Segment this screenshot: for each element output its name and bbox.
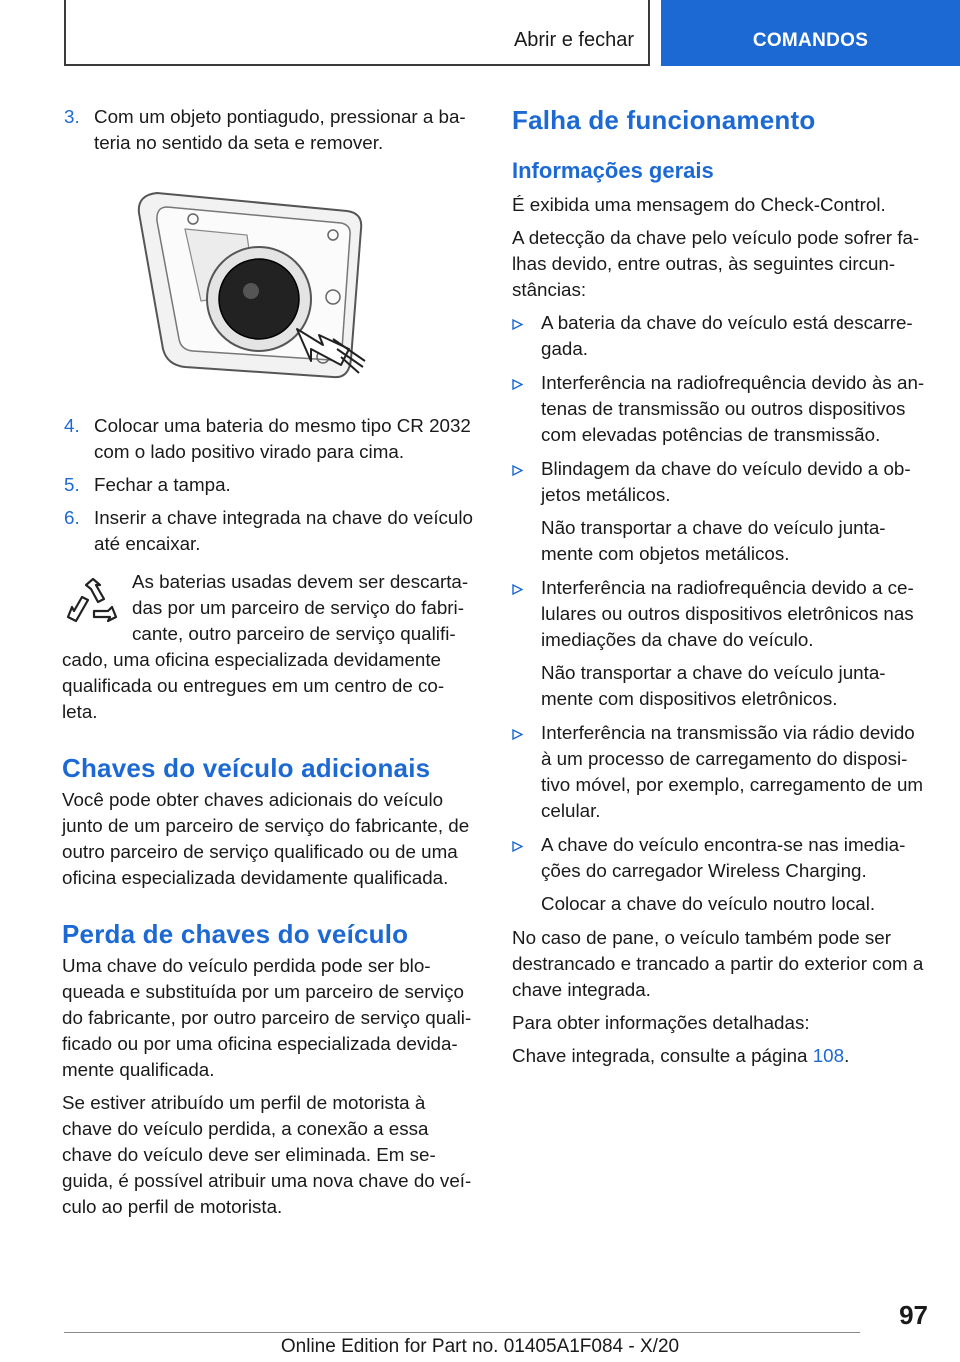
header-chapter-title: COMANDOS (752, 30, 869, 51)
list-item-text: Interferência na radiofrequência devido às an-tenas de transmissão ou outros dispositivos com elevadas potências de transmissão. (541, 372, 925, 445)
list-item-text: A bateria da chave do veículo está descarre-gada. (541, 312, 913, 359)
step-text: Inserir a chave integrada na chave do veículo até encaixar. (94, 507, 473, 554)
list-item-subnote: Colocar a chave do veículo noutro local. (541, 893, 876, 914)
list-item-text: A chave do veículo encontra-se nas imedia-ções do carregador Wireless Charging. (541, 834, 906, 881)
triangle-bullet-icon (512, 584, 523, 595)
list-item (512, 310, 928, 362)
list-item-subnote: Não transportar a chave do veículo junta-mente com objetos metálicos. (541, 517, 886, 564)
list-item-text: Blindagem da chave do veículo devido a ob-jetos metálicos. (541, 458, 911, 505)
header-section-title: Abrir e fechar (513, 29, 634, 51)
step-6 (62, 505, 478, 557)
paragraph-key-loss-2: Se estiver atribuído um perfil de motorista à chave do veículo perdida, a conexão a essa chave do veículo deve ser eliminada. Em se-guida, é possível atribuir uma nova chave do veí-culo ao perfil de motorista. (62, 1092, 472, 1217)
triangle-bullet-icon (512, 729, 523, 740)
triangle-bullet-icon (512, 319, 523, 330)
step-text: Fechar a tampa. (94, 474, 231, 495)
triangle-bullet-icon (512, 379, 523, 390)
step-number: 6. (64, 507, 80, 528)
header-section-tab (64, 0, 650, 66)
heading-additional-keys: Chaves do veículo adicionais (62, 753, 431, 783)
footer-edition: Online Edition for Part no. 01405A1F084 - X/20 (280, 1336, 680, 1357)
triangle-bullet-icon (512, 841, 523, 852)
list-item (512, 832, 928, 917)
heading-key-loss: Perda de chaves do veículo (62, 919, 409, 949)
triangle-bullet-icon (512, 465, 523, 476)
paragraph-additional-keys: Você pode obter chaves adicionais do veículo junto de um parceiro de serviço do fabricante, de outro parceiro de serviço qualificado ou de uma oficina especializada devidamente qualificada. (62, 789, 470, 888)
page-reference-link[interactable]: 108 (812, 1045, 845, 1066)
step-number: 3. (64, 106, 80, 127)
reference-end: . (844, 1045, 850, 1066)
header-chapter-tab (661, 0, 960, 66)
recycle-icon (66, 577, 120, 631)
right-column (512, 104, 928, 1076)
reference-text: Chave integrada, consulte a página (512, 1045, 813, 1066)
list-item-text: Interferência na transmissão via rádio devido à um processo de carregamento do disposi-tivo móvel, por exemplo, carregamento de um celular. (541, 722, 924, 821)
step-text: Colocar uma bateria do mesmo tipo CR 2032 com o lado positivo virado para cima. (94, 415, 471, 462)
step-number: 5. (64, 474, 80, 495)
list-item-text: Interferência na radiofrequência devido a ce-lulares ou outros dispositivos eletrônicos nas imediações da chave do veículo. (541, 577, 914, 650)
step-3 (62, 104, 478, 156)
recycling-note-rest: cado, uma oficina especializada devidamente qualificada ou entregues em um centro de co-leta. (62, 649, 445, 722)
list-item (512, 370, 928, 448)
list-item (512, 720, 928, 824)
step-5 (62, 472, 478, 498)
step-number: 4. (64, 415, 80, 436)
recycling-note (62, 569, 478, 725)
heading-general-info: Informações gerais (512, 158, 714, 183)
page-number: 97 (899, 1300, 928, 1330)
paragraph-detection: A detecção da chave pelo veículo pode sofrer fa-lhas devido, entre outras, às seguintes circun-stâncias: (512, 227, 920, 300)
footer-divider (64, 1332, 860, 1333)
heading-malfunction: Falha de funcionamento (512, 105, 816, 135)
paragraph-reference (512, 1043, 928, 1069)
left-column (62, 104, 478, 1227)
list-item-subnote: Não transportar a chave do veículo junta-mente com dispositivos eletrônicos. (541, 662, 886, 709)
paragraph-key-loss-1: Uma chave do veículo perdida pode ser blo-queada e substituída por um parceiro de serviço do fabricante, por outro parceiro de serviço quali-ficado ou por uma oficina especializada devida-mente qualificada. (62, 955, 472, 1080)
paragraph-check-control: É exibida uma mensagem do Check-Control. (512, 194, 886, 215)
paragraph-more-info: Para obter informações detalhadas: (512, 1012, 810, 1033)
step-text: Com um objeto pontiagudo, pressionar a ba-teria no sentido da seta e remover. (94, 106, 466, 153)
key-battery-illustration (137, 189, 367, 387)
list-item (512, 575, 928, 712)
list-item (512, 456, 928, 567)
step-4 (62, 413, 478, 465)
recycling-note-first-lines: As baterias usadas devem ser descarta-das por um parceiro de serviço do fabri-cante, outro parceiro de serviço qualifi- (132, 571, 469, 644)
paragraph-breakdown: No caso de pane, o veículo também pode ser destrancado e trancado a partir do exterior com a chave integrada. (512, 927, 924, 1000)
